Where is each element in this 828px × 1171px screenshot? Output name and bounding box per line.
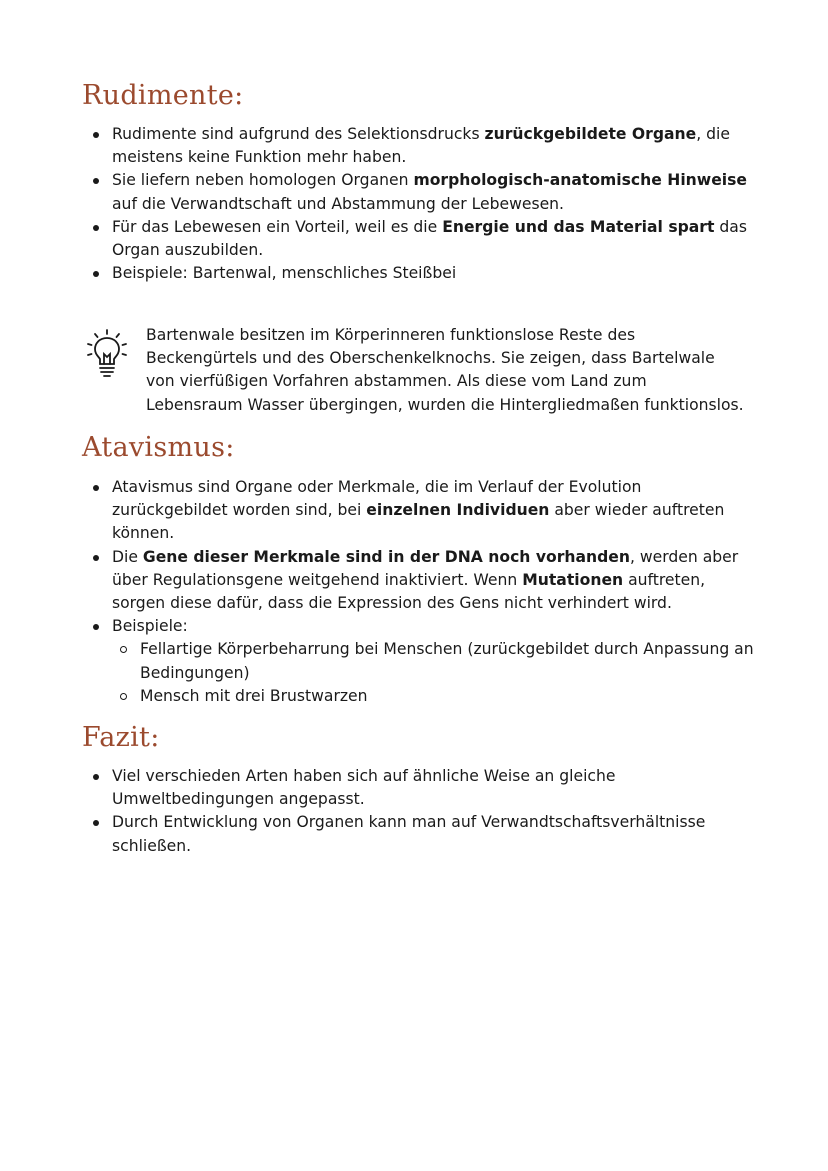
atavismus-list	[90, 476, 760, 708]
examples-list	[112, 638, 760, 708]
list-item: Durch Entwicklung von Organen kann man auf Verwandtschaftsverhältnisse schließen.	[90, 811, 760, 857]
heading-fazit: Fazit:	[82, 722, 160, 753]
list-item: Für das Lebewesen ein Vorteil, weil es die Energie und das Material spart das Organ auszubilden.	[90, 216, 760, 262]
fazit-list	[90, 765, 760, 858]
list-item: Rudimente sind aufgrund des Selektionsdrucks zurückgebildete Organe, die meistens keine Funktion mehr haben.	[90, 123, 760, 169]
rudimente-list	[90, 123, 760, 285]
list-item: Fellartige Körperbeharrung bei Menschen (zurückgebildet durch Anpassung an Bedingungen)	[112, 638, 760, 684]
lightbulb-icon	[86, 328, 128, 378]
list-item: Sie liefern neben homologen Organen morphologisch-anatomische Hinweise auf die Verwandtschaft und Abstammung der Lebewesen.	[90, 169, 760, 215]
list-item: Viel verschieden Arten haben sich auf ähnliche Weise an gleiche Umweltbedingungen angepasst.	[90, 765, 760, 811]
heading-atavismus: Atavismus:	[82, 432, 235, 463]
list-item: Die Gene dieser Merkmale sind in der DNA noch vorhanden, werden aber über Regulationsgene weitgehend inaktiviert. Wenn Mutationen auftreten, sorgen diese dafür, dass die Expression des Gens nicht verhindert wird.	[90, 546, 760, 616]
tip-text: Bartenwale besitzen im Körperinneren funktionslose Reste des Beckengürtels und des Oberschenkelknochs. Sie zeigen, dass Bartelwale von vierfüßigen Vorfahren abstammen. Als diese vom Land zum Lebensraum Wasser übergingen, wurden die Hintergliedmaßen funktionslos.	[146, 326, 744, 414]
list-item: Beispiele: Bartenwal, menschliches Steißbei	[90, 262, 760, 285]
list-item: Atavismus sind Organe oder Merkmale, die im Verlauf der Evolution zurückgebildet worden sind, bei einzelnen Individuen aber wieder auftreten können.	[90, 476, 760, 546]
list-item: Mensch mit drei Brustwarzen	[112, 685, 760, 708]
heading-rudimente: Rudimente:	[82, 80, 244, 111]
list-item: Beispiele: Fellartige Körperbeharrung bei Menschen (zurückgebildet durch Anpassung an Bedingungen) Mensch mit drei Brustwarzen	[90, 615, 760, 708]
